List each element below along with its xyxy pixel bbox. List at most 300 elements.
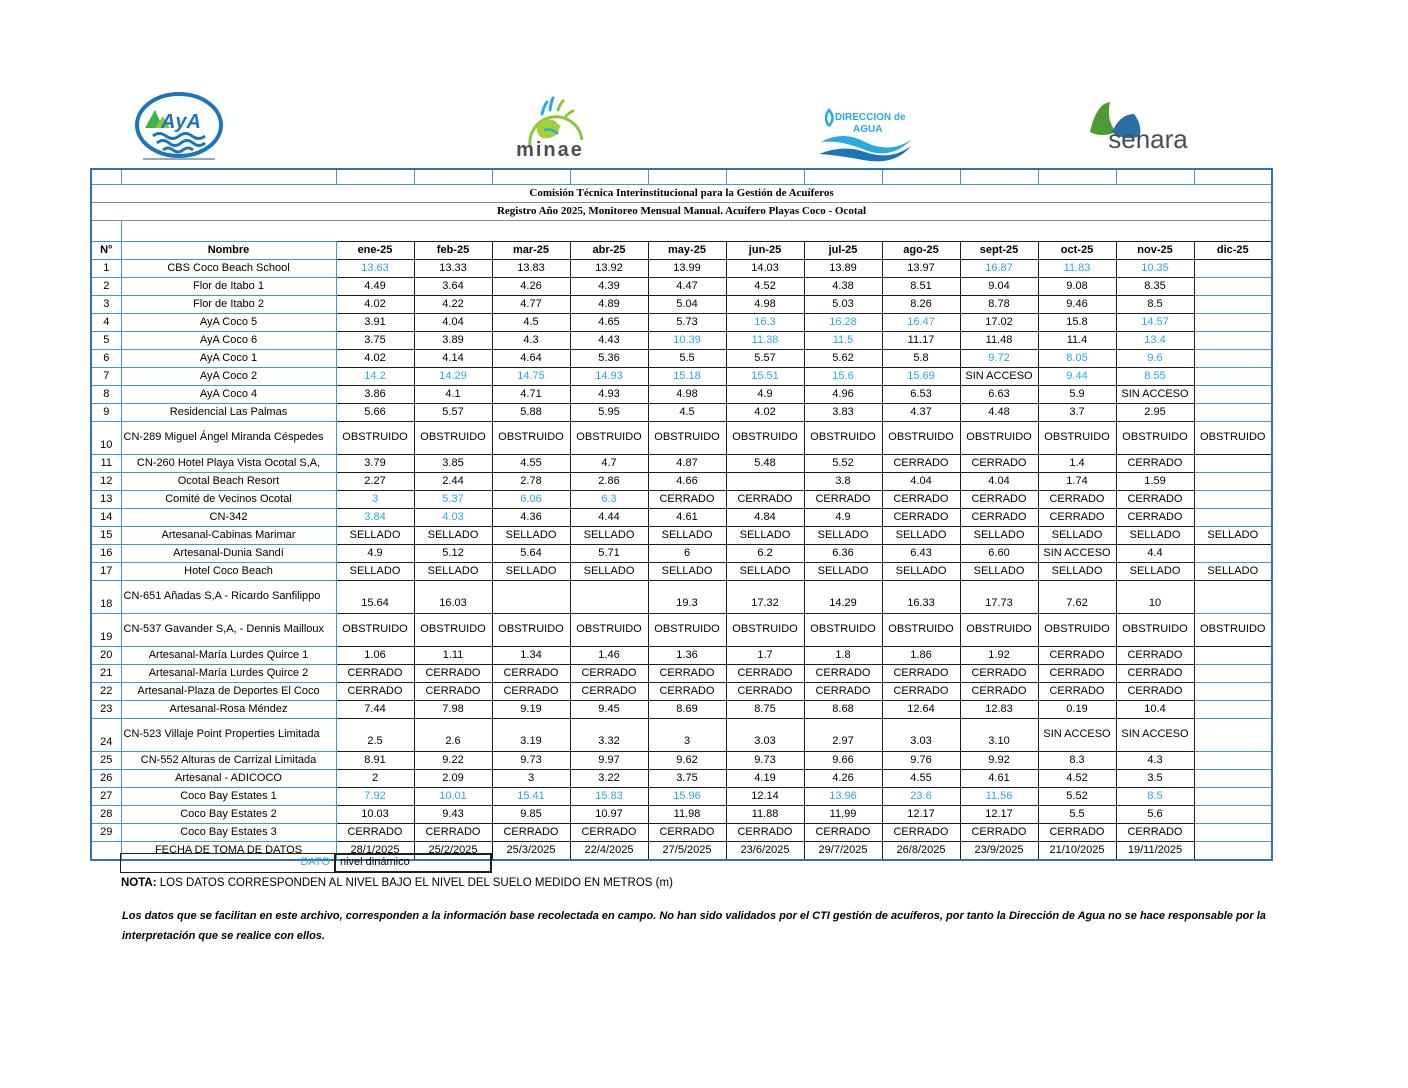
value-cell: OBSTRUIDO xyxy=(726,422,804,455)
well-name: AyA Coco 1 xyxy=(121,350,336,368)
value-cell xyxy=(1194,368,1272,386)
column-header: nov-25 xyxy=(1116,242,1194,260)
value-cell: 4.55 xyxy=(882,770,960,788)
value-cell: 4.22 xyxy=(414,296,492,314)
value-cell xyxy=(1194,386,1272,404)
value-cell xyxy=(570,581,648,614)
row-number: 20 xyxy=(91,647,121,665)
column-header: may-25 xyxy=(648,242,726,260)
well-name: CN-260 Hotel Playa Vista Ocotal S,A, xyxy=(121,455,336,473)
value-cell xyxy=(1194,788,1272,806)
value-cell: 5.71 xyxy=(570,545,648,563)
value-cell: 2.97 xyxy=(804,719,882,752)
well-name: Artesanal-Rosa Méndez xyxy=(121,701,336,719)
value-cell: SELLADO xyxy=(570,563,648,581)
value-cell: 19.3 xyxy=(648,581,726,614)
row-number: 15 xyxy=(91,527,121,545)
table-row xyxy=(91,404,1272,422)
value-cell: 4.19 xyxy=(726,770,804,788)
value-cell: OBSTRUIDO xyxy=(648,614,726,647)
value-cell: 9.6 xyxy=(1116,350,1194,368)
value-cell: 16.28 xyxy=(804,314,882,332)
nota-text: LOS DATOS CORRESPONDEN AL NIVEL BAJO EL NIVEL DEL SUELO MEDIDO EN METROS (m) xyxy=(156,877,673,889)
value-cell: CERRADO xyxy=(570,824,648,842)
value-cell: 7.98 xyxy=(414,701,492,719)
direccion-agua-line1: DIRECCION de xyxy=(835,112,906,123)
well-name: Artesanal-Cabinas Marimar xyxy=(121,527,336,545)
value-cell: 3.8 xyxy=(804,473,882,491)
value-cell: 10.4 xyxy=(1116,701,1194,719)
value-cell: CERRADO xyxy=(882,824,960,842)
value-cell: 3.64 xyxy=(414,278,492,296)
row-number: 19 xyxy=(91,614,121,647)
value-cell: CERRADO xyxy=(960,491,1038,509)
legend xyxy=(120,853,492,873)
value-cell: 9.04 xyxy=(960,278,1038,296)
table-row xyxy=(91,296,1272,314)
value-cell: 1.36 xyxy=(648,647,726,665)
row-number: 23 xyxy=(91,701,121,719)
row-number: 25 xyxy=(91,752,121,770)
row-number: 27 xyxy=(91,788,121,806)
table-row xyxy=(91,278,1272,296)
column-header: oct-25 xyxy=(1038,242,1116,260)
value-cell xyxy=(1194,701,1272,719)
value-cell: 9.85 xyxy=(492,806,570,824)
value-cell: 2.44 xyxy=(414,473,492,491)
table-row xyxy=(91,719,1272,752)
value-cell: 4.26 xyxy=(492,278,570,296)
value-cell: CERRADO xyxy=(1038,647,1116,665)
legend-value: nivel dinámico xyxy=(334,853,492,873)
value-cell: 9.08 xyxy=(1038,278,1116,296)
value-cell: 11.56 xyxy=(960,788,1038,806)
value-cell xyxy=(1194,770,1272,788)
value-cell: 5.8 xyxy=(882,350,960,368)
header-row xyxy=(91,242,1272,260)
value-cell: 10 xyxy=(1116,581,1194,614)
value-cell: SELLADO xyxy=(492,527,570,545)
value-cell: CERRADO xyxy=(960,509,1038,527)
value-cell: SELLADO xyxy=(960,563,1038,581)
value-cell: OBSTRUIDO xyxy=(1116,614,1194,647)
table-row xyxy=(91,752,1272,770)
nota-label: NOTA: xyxy=(121,877,157,889)
value-cell: 9.97 xyxy=(570,752,648,770)
value-cell: 3.22 xyxy=(570,770,648,788)
value-cell: SELLADO xyxy=(882,527,960,545)
grid-cell xyxy=(121,169,336,185)
table-row xyxy=(91,491,1272,509)
value-cell: 4.5 xyxy=(648,404,726,422)
table-row xyxy=(91,683,1272,701)
value-cell: OBSTRUIDO xyxy=(804,614,882,647)
value-cell: SIN ACCESO xyxy=(1038,545,1116,563)
value-cell: 7.62 xyxy=(1038,581,1116,614)
direccion-agua-line2: AGUA xyxy=(853,124,883,135)
value-cell: SELLADO xyxy=(1194,527,1272,545)
fecha-cell: 26/8/2025 xyxy=(882,842,960,861)
well-name: CN-523 Villaje Point Properties Limitada xyxy=(121,719,336,752)
value-cell: 1.86 xyxy=(882,647,960,665)
value-cell: 13.4 xyxy=(1116,332,1194,350)
value-cell: 4.3 xyxy=(1116,752,1194,770)
disclaimer-text: Los datos que se facilitan en este archivo, corresponden a la información base recolectada en campo. No han sido validados por el CTI gestión de acuíferos, por tanto la Dirección de Agua no se hace responsable por la interpretación que se realice con ellos. xyxy=(122,910,1266,943)
value-cell: 13.99 xyxy=(648,260,726,278)
fecha-cell: 29/7/2025 xyxy=(804,842,882,861)
value-cell: SIN ACCESO xyxy=(1116,386,1194,404)
value-cell: 6.43 xyxy=(882,545,960,563)
column-header: mar-25 xyxy=(492,242,570,260)
value-cell: 5.9 xyxy=(1038,386,1116,404)
value-cell: 17.73 xyxy=(960,581,1038,614)
value-cell xyxy=(1194,260,1272,278)
value-cell: 3.86 xyxy=(336,386,414,404)
value-cell: 5.57 xyxy=(726,350,804,368)
value-cell: 11.48 xyxy=(960,332,1038,350)
value-cell: 15.51 xyxy=(726,368,804,386)
value-cell: 3.10 xyxy=(960,719,1038,752)
value-cell: 4.37 xyxy=(882,404,960,422)
value-cell xyxy=(1194,278,1272,296)
value-cell: 4.03 xyxy=(414,509,492,527)
value-cell: 9.76 xyxy=(882,752,960,770)
value-cell: 1.34 xyxy=(492,647,570,665)
row-number: 5 xyxy=(91,332,121,350)
value-cell: SELLADO xyxy=(570,527,648,545)
value-cell: 10.35 xyxy=(1116,260,1194,278)
value-cell: SELLADO xyxy=(648,527,726,545)
fecha-cell: 25/2/2025 xyxy=(414,842,492,861)
value-cell: OBSTRUIDO xyxy=(492,614,570,647)
value-cell: 11.5 xyxy=(804,332,882,350)
grid-cell xyxy=(726,169,804,185)
value-cell: 4.04 xyxy=(414,314,492,332)
value-cell: SELLADO xyxy=(1116,527,1194,545)
senara-logo xyxy=(1076,98,1206,162)
value-cell: 8.69 xyxy=(648,701,726,719)
monitoring-table xyxy=(90,168,1273,861)
value-cell: 4.87 xyxy=(648,455,726,473)
column-header: N° xyxy=(91,242,121,260)
value-cell: 3.7 xyxy=(1038,404,1116,422)
row-number: 16 xyxy=(91,545,121,563)
row-number: 7 xyxy=(91,368,121,386)
value-cell: 4.7 xyxy=(570,455,648,473)
fecha-cell: 23/9/2025 xyxy=(960,842,1038,861)
value-cell: SELLADO xyxy=(492,563,570,581)
value-cell: 13.63 xyxy=(336,260,414,278)
value-cell xyxy=(1194,455,1272,473)
value-cell: 4.98 xyxy=(648,386,726,404)
row-number: 26 xyxy=(91,770,121,788)
row-number: 21 xyxy=(91,665,121,683)
value-cell: 15.8 xyxy=(1038,314,1116,332)
value-cell: 3.75 xyxy=(336,332,414,350)
value-cell: CERRADO xyxy=(726,491,804,509)
grid-cell xyxy=(1038,169,1116,185)
value-cell: 3.03 xyxy=(726,719,804,752)
value-cell: 3 xyxy=(648,719,726,752)
fecha-cell: 25/3/2025 xyxy=(492,842,570,861)
fecha-cell: 19/11/2025 xyxy=(1116,842,1194,861)
value-cell: CERRADO xyxy=(492,683,570,701)
value-cell: CERRADO xyxy=(1116,509,1194,527)
row-number: 10 xyxy=(91,422,121,455)
table-row xyxy=(91,509,1272,527)
value-cell: OBSTRUIDO xyxy=(336,614,414,647)
grid-cell xyxy=(570,169,648,185)
value-cell xyxy=(1194,350,1272,368)
value-cell xyxy=(1194,647,1272,665)
value-cell: CERRADO xyxy=(804,491,882,509)
value-cell: 12.83 xyxy=(960,701,1038,719)
value-cell: 4.39 xyxy=(570,278,648,296)
value-cell: 4.26 xyxy=(804,770,882,788)
value-cell: 4.43 xyxy=(570,332,648,350)
value-cell: 9.62 xyxy=(648,752,726,770)
value-cell: 5.88 xyxy=(492,404,570,422)
value-cell: OBSTRUIDO xyxy=(726,614,804,647)
value-cell: CERRADO xyxy=(882,491,960,509)
value-cell: 4.5 xyxy=(492,314,570,332)
value-cell: OBSTRUIDO xyxy=(492,422,570,455)
value-cell: 2.09 xyxy=(414,770,492,788)
column-header: abr-25 xyxy=(570,242,648,260)
grid-cell xyxy=(648,169,726,185)
value-cell: 5.5 xyxy=(648,350,726,368)
value-cell: 16.47 xyxy=(882,314,960,332)
value-cell: 6.06 xyxy=(492,491,570,509)
value-cell: 2.6 xyxy=(414,719,492,752)
table-row xyxy=(91,770,1272,788)
value-cell xyxy=(1194,314,1272,332)
fecha-cell: 21/10/2025 xyxy=(1038,842,1116,861)
value-cell: 4.4 xyxy=(1116,545,1194,563)
value-cell: CERRADO xyxy=(882,683,960,701)
value-cell: 3.91 xyxy=(336,314,414,332)
value-cell: CERRADO xyxy=(726,665,804,683)
value-cell: 15.41 xyxy=(492,788,570,806)
value-cell: 4.84 xyxy=(726,509,804,527)
value-cell: 1.92 xyxy=(960,647,1038,665)
value-cell: CERRADO xyxy=(414,665,492,683)
value-cell: 3.19 xyxy=(492,719,570,752)
value-cell: 8.5 xyxy=(1116,296,1194,314)
well-name: Artesanal-Dunia Sandí xyxy=(121,545,336,563)
value-cell: 14.29 xyxy=(414,368,492,386)
value-cell: CERRADO xyxy=(960,665,1038,683)
value-cell: CERRADO xyxy=(960,683,1038,701)
value-cell: 15.64 xyxy=(336,581,414,614)
value-cell xyxy=(1194,752,1272,770)
value-cell: CERRADO xyxy=(1116,455,1194,473)
value-cell: 4.36 xyxy=(492,509,570,527)
value-cell: 1.11 xyxy=(414,647,492,665)
value-cell: SELLADO xyxy=(336,563,414,581)
table-row xyxy=(91,824,1272,842)
well-name: CN-651 Añadas S,A - Ricardo Sanfilippo xyxy=(121,581,336,614)
value-cell: 9.43 xyxy=(414,806,492,824)
value-cell: 11.38 xyxy=(726,332,804,350)
value-cell: 10.03 xyxy=(336,806,414,824)
value-cell: 12.14 xyxy=(726,788,804,806)
value-cell: SELLADO xyxy=(726,527,804,545)
value-cell: 8.3 xyxy=(1038,752,1116,770)
value-cell: 4.9 xyxy=(804,509,882,527)
value-cell: OBSTRUIDO xyxy=(1038,422,1116,455)
value-cell: 11.98 xyxy=(648,806,726,824)
row-number: 4 xyxy=(91,314,121,332)
well-name: Flor de Itabo 2 xyxy=(121,296,336,314)
value-cell: CERRADO xyxy=(726,683,804,701)
value-cell xyxy=(1194,296,1272,314)
row-number: 9 xyxy=(91,404,121,422)
value-cell: 5.03 xyxy=(804,296,882,314)
column-header: ene-25 xyxy=(336,242,414,260)
well-name: CN-537 Gavander S,A, - Dennis Mailloux xyxy=(121,614,336,647)
spacer-cell xyxy=(121,221,1272,242)
value-cell: 8.55 xyxy=(1116,368,1194,386)
value-cell: 6.63 xyxy=(960,386,1038,404)
value-cell xyxy=(1194,581,1272,614)
column-header: feb-25 xyxy=(414,242,492,260)
table-row xyxy=(91,386,1272,404)
value-cell: 14.75 xyxy=(492,368,570,386)
value-cell: SELLADO xyxy=(960,527,1038,545)
value-cell: 13.92 xyxy=(570,260,648,278)
value-cell: 4.71 xyxy=(492,386,570,404)
value-cell: 8.05 xyxy=(1038,350,1116,368)
value-cell: CERRADO xyxy=(414,683,492,701)
value-cell: 5.73 xyxy=(648,314,726,332)
row-number: 2 xyxy=(91,278,121,296)
value-cell: 4.1 xyxy=(414,386,492,404)
value-cell: 14.2 xyxy=(336,368,414,386)
value-cell: OBSTRUIDO xyxy=(1116,422,1194,455)
table-title-row xyxy=(91,185,1272,203)
value-cell: CERRADO xyxy=(1038,491,1116,509)
row-number: 17 xyxy=(91,563,121,581)
value-cell: CERRADO xyxy=(804,665,882,683)
nota-line xyxy=(121,877,673,889)
value-cell xyxy=(1194,545,1272,563)
value-cell: 9.72 xyxy=(960,350,1038,368)
value-cell xyxy=(1194,719,1272,752)
value-cell: CERRADO xyxy=(1038,824,1116,842)
value-cell: 3.83 xyxy=(804,404,882,422)
value-cell: 4.47 xyxy=(648,278,726,296)
value-cell: 4.65 xyxy=(570,314,648,332)
value-cell: OBSTRUIDO xyxy=(882,422,960,455)
well-name: AyA Coco 2 xyxy=(121,368,336,386)
value-cell: CERRADO xyxy=(648,683,726,701)
value-cell: 2.86 xyxy=(570,473,648,491)
value-cell xyxy=(492,581,570,614)
grid-cell xyxy=(492,169,570,185)
value-cell: 3.5 xyxy=(1116,770,1194,788)
value-cell: SIN ACCESO xyxy=(1116,719,1194,752)
column-header: Nombre xyxy=(121,242,336,260)
value-cell: 4.44 xyxy=(570,509,648,527)
value-cell: 10.97 xyxy=(570,806,648,824)
value-cell: 8.78 xyxy=(960,296,1038,314)
well-name: Ocotal Beach Resort xyxy=(121,473,336,491)
value-cell: CERRADO xyxy=(336,665,414,683)
value-cell: SELLADO xyxy=(1194,563,1272,581)
value-cell: 4.9 xyxy=(336,545,414,563)
value-cell: 9.73 xyxy=(492,752,570,770)
table-row xyxy=(91,614,1272,647)
value-cell: 4.38 xyxy=(804,278,882,296)
value-cell: 4.89 xyxy=(570,296,648,314)
value-cell: SELLADO xyxy=(414,527,492,545)
well-name: AyA Coco 4 xyxy=(121,386,336,404)
value-cell: 3.85 xyxy=(414,455,492,473)
table-row xyxy=(91,473,1272,491)
value-cell: 1.7 xyxy=(726,647,804,665)
value-cell: OBSTRUIDO xyxy=(882,614,960,647)
fecha-cell xyxy=(1194,842,1272,861)
value-cell: SELLADO xyxy=(1038,563,1116,581)
well-name: Artesanal-María Lurdes Quirce 2 xyxy=(121,665,336,683)
value-cell: 1.74 xyxy=(1038,473,1116,491)
value-cell: CERRADO xyxy=(960,824,1038,842)
value-cell: 13.97 xyxy=(882,260,960,278)
senara-logo-text: senara xyxy=(1108,124,1188,154)
value-cell: 23.6 xyxy=(882,788,960,806)
value-cell: 15.69 xyxy=(882,368,960,386)
minae-logo-text: minae xyxy=(516,139,584,161)
value-cell: SELLADO xyxy=(414,563,492,581)
value-cell: 10.39 xyxy=(648,332,726,350)
grid-cell xyxy=(804,169,882,185)
value-cell: CERRADO xyxy=(1116,665,1194,683)
value-cell: 11.88 xyxy=(726,806,804,824)
well-name: CN-552 Alturas de Carrizal Limitada xyxy=(121,752,336,770)
value-cell: 5.12 xyxy=(414,545,492,563)
fecha-cell: 23/6/2025 xyxy=(726,842,804,861)
value-cell: 16.87 xyxy=(960,260,1038,278)
value-cell: 5.62 xyxy=(804,350,882,368)
value-cell: 5.57 xyxy=(414,404,492,422)
value-cell: 5.52 xyxy=(1038,788,1116,806)
fecha-label: FECHA DE TOMA DE DATOS xyxy=(121,842,336,861)
value-cell: CERRADO xyxy=(492,665,570,683)
value-cell: 14.03 xyxy=(726,260,804,278)
value-cell: 13.96 xyxy=(804,788,882,806)
value-cell: 4.96 xyxy=(804,386,882,404)
value-cell: SELLADO xyxy=(804,563,882,581)
value-cell: 6.53 xyxy=(882,386,960,404)
grid-cell xyxy=(882,169,960,185)
value-cell: 15.18 xyxy=(648,368,726,386)
value-cell: 13.83 xyxy=(492,260,570,278)
value-cell: SELLADO xyxy=(882,563,960,581)
table-row xyxy=(91,350,1272,368)
row-number: 8 xyxy=(91,386,121,404)
value-cell: 8.5 xyxy=(1116,788,1194,806)
grid-cell xyxy=(1116,169,1194,185)
value-cell: 6.36 xyxy=(804,545,882,563)
well-name: AyA Coco 6 xyxy=(121,332,336,350)
row-number: 24 xyxy=(91,719,121,752)
value-cell: CERRADO xyxy=(1116,824,1194,842)
value-cell: 4.52 xyxy=(726,278,804,296)
value-cell: 8.75 xyxy=(726,701,804,719)
column-header: jun-25 xyxy=(726,242,804,260)
table-row xyxy=(91,806,1272,824)
